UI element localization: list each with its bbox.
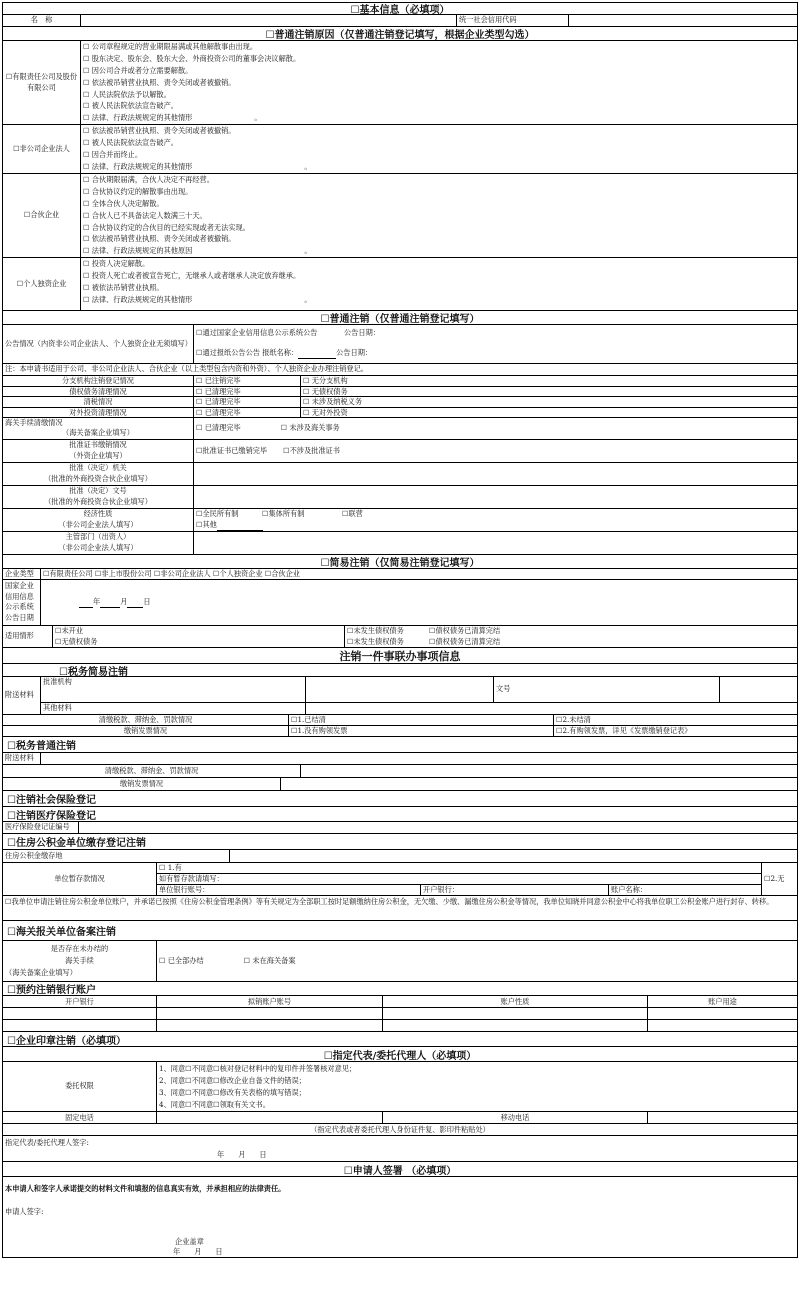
reason-item[interactable]: ☐ 被人民法院依法宣告破产。 (83, 137, 178, 147)
invoice-option-a[interactable]: ☐1.没有购领发票 (289, 726, 554, 736)
date-month: 月 (120, 597, 128, 607)
medical-no-label: 医疗保险登记证编号 (3, 822, 79, 833)
reason-item[interactable]: ☐ 人民法院依法予以解散。 (83, 89, 171, 99)
reason-group-company: ☐有限责任公司及股份有限公司 ☐ 公司章程规定的营业期限届满或其他解散事由出现。 ☐ 股东决定、股东会、股东大会、外商投资公司的董事会决议解散。 ☐ 因公司合并或者分立需要解散。 ☐ 依法被吊销营业执照、责令关闭或者被撤销。 ☐ 人民法院依法予以解散。 ☐ 被人民法院依法宣告破产。 ☐ 法律、行政法规规定的其他情形 。 (2, 41, 798, 125)
seal-header[interactable] (2, 1032, 798, 1047)
econ-option-state[interactable]: ☐全民所有制 (196, 509, 239, 518)
customs-dereg-header[interactable] (2, 921, 798, 941)
fund-bank-label: 开户银行： (421, 885, 609, 895)
id-paste-note: （指定代表或者委托代理人身份证件复、影印件粘贴处） (310, 1125, 490, 1134)
other-material-label: 其他材料 (41, 703, 306, 714)
phone-label: 固定电话 (3, 1112, 157, 1123)
fund-statement[interactable]: ☐我单位申请注销住房公积金单位账户，并承诺已按照《住房公积金管理条例》等有关规定为全部职工按时足额缴纳住房公积金，无欠缴、少缴、漏缴住房公积金等情况，我单位知晓并同意公积金中心将我单位职工公积金账户进行封存、转移。 (5, 897, 774, 906)
basic-info-header (2, 2, 798, 15)
tax-clear-label-2: 清缴税款、滞纳金、罚款情况 (3, 765, 301, 777)
announce-option-newspaper[interactable]: ☐通过报纸公告公告 报纸名称： (196, 348, 299, 357)
newspaper-name-blank[interactable] (298, 348, 336, 359)
reason-group-label: ☐非公司企业法人 (3, 125, 81, 173)
reason-item[interactable]: ☐ 合伙协议约定的解散事由出现。 (83, 186, 193, 196)
bank-col-usage: 账户用途 (708, 997, 737, 1006)
announce-date-label: 公告日期： (344, 328, 380, 337)
branch-label: 分支机构注销登记情况 (3, 376, 194, 386)
fund-place-input[interactable] (230, 850, 797, 862)
credit-code-input[interactable] (569, 15, 797, 26)
reason-group-non-company: ☐非公司企业法人 ☐ 依法被吊销营业执照、责令关闭或者被撤销。 ☐ 被人民法院依法宣告破产。 ☐ 因合并而终止。 ☐ 法律、行政法规规定的其他情形 。 (2, 125, 798, 174)
invoice-option-b[interactable]: ☐2.有购领发票，详见《发票缴销登记表》 (556, 726, 692, 735)
basic-info-title: ☐基本信息（必填项） (350, 5, 450, 16)
approval-org-note: （批准的外商投资合伙企业填写） (44, 473, 152, 483)
auth-item[interactable]: 2、同意☐不同意☐修改企业自备文件的错误； (159, 1076, 306, 1085)
joint-title: 注销一件事联办事项信息 (339, 649, 461, 663)
seal-title[interactable]: ☐企业印章注销（必填项） (7, 1035, 126, 1047)
auth-item[interactable]: 4、同意☐不同意☐领取有关文书。 (159, 1100, 270, 1109)
cert-label: 批准证书缴销情况 (69, 440, 127, 449)
applicant-sign-label[interactable]: 申请人签字: (5, 1207, 44, 1216)
announce-date-label: 公告日期： (336, 348, 373, 357)
scene-option-debt-cleared[interactable]: ☐债权债务已清算完结 (429, 636, 501, 646)
reason-group-label: ☐合伙企业 (3, 174, 81, 257)
bank-title[interactable]: ☐预约注销银行账户 (7, 985, 96, 996)
auth-label: 委托权限 (3, 1062, 157, 1111)
applicant-year: 年 (173, 1247, 181, 1256)
agent-year: 年 (217, 1150, 225, 1159)
reason-item[interactable]: ☐ 依法被吊销营业执照、责令关闭或者被撤销。 (83, 126, 236, 135)
date-year: 年 (93, 597, 101, 607)
reason-item[interactable]: ☐ 被人民法院依法宣告破产。 (83, 101, 178, 111)
other-material-input[interactable] (306, 703, 797, 714)
scene-option-not-open[interactable]: ☐未开业 (55, 626, 84, 635)
announce-option-system[interactable]: ☐通过国家企业信用信息公示系统公告 (196, 328, 318, 337)
reason-item[interactable]: ☐ 依法被吊销营业执照、责令关闭或者被撤销。 (83, 234, 236, 244)
investment-label: 对外投资清理情况 (3, 408, 194, 418)
customs-option-a[interactable]: ☐ 已清理完毕 (196, 423, 241, 433)
investment-option-b[interactable]: ☐ 无对外投资 (303, 407, 348, 417)
date-day: 日 (143, 597, 151, 607)
tax-general-header (2, 737, 798, 753)
simple-title: ☐简易注销（仅简易注销登记填写） (320, 558, 480, 569)
customs-done-option[interactable]: ☐ 已全部办结 (159, 955, 204, 965)
announce-system-date-label: 国家企业信用信息公示系统公告日期 (3, 580, 41, 625)
econ-option-other[interactable]: ☐其他 (196, 519, 217, 529)
reason-item[interactable]: ☐ 依法被吊销营业执照、责令关闭或者被撤销。 (83, 77, 236, 87)
tax-clear-input-2[interactable] (301, 765, 797, 777)
reason-item[interactable]: ☐ 法律、行政法规规定的其他情形 (83, 161, 193, 171)
dept-note: （非公司企业法人填写） (58, 542, 138, 552)
tax-clear-option-b[interactable]: ☐2.未结清 (556, 715, 591, 724)
approval-doc-label: 批准（决定）文号 (69, 486, 127, 495)
applicant-header[interactable] (2, 1162, 798, 1177)
customs-q3: （海关备案企业填写） (5, 968, 77, 977)
phone-input[interactable] (157, 1112, 383, 1123)
mobile-input[interactable] (648, 1112, 797, 1123)
investment-option-a[interactable]: ☐ 已清理完毕 (194, 408, 301, 418)
doc-no-input[interactable] (720, 677, 797, 702)
reason-item[interactable]: ☐ 法律、行政法规规定的其他情形 (83, 113, 193, 123)
bank-col-account: 拟销账户账号 (157, 996, 383, 1007)
general-note: 注：本申请书适用于公司、非公司企业法人、合伙企业（以上类型包含内资和外资）、个人独资企业办理注销登记。 (5, 364, 368, 374)
fund-deposit-label: 单位暂存款情况 (3, 863, 157, 895)
name-input[interactable] (81, 15, 457, 26)
fund-no-option[interactable]: ☐2.无 (764, 873, 785, 883)
econ-label: 经济性质 (83, 509, 113, 518)
reason-item[interactable]: ☐ 合伙人已不具备法定人数满三十天。 (83, 210, 207, 220)
simple-header (2, 555, 798, 569)
general-reason-header (2, 27, 798, 41)
applicant-day: 日 (215, 1247, 223, 1256)
deregistration-form (2, 2, 798, 1312)
reason-item[interactable]: ☐ 被依法吊销营业执照。 (83, 282, 164, 292)
bank-row[interactable] (2, 1008, 798, 1020)
reason-item[interactable]: ☐ 法律、行政法规规定的其他情形 (83, 294, 193, 304)
customs-label: 海关手续清缴情况 (5, 418, 63, 427)
fund-title[interactable]: ☐住房公积金单位缴存登记注销 (7, 838, 146, 849)
medical-header[interactable] (2, 807, 798, 822)
customs-q1: 是否存在未办结的 (50, 944, 109, 953)
approval-org-label: 批准（决定）机关 (69, 463, 127, 472)
scene-label: 适用情形 (3, 626, 53, 647)
applicant-month: 月 (194, 1247, 202, 1256)
tax-simple-header (2, 664, 798, 677)
customs-note: （海关备案企业填写） (62, 428, 134, 437)
attach-label: 附送材料 (3, 677, 41, 714)
fund-account-label: 单位银行账号： (157, 885, 421, 895)
reason-group-sole: ☐个人独资企业 ☐ 投资人决定解散。 ☐ 投资人死亡或者被宣告死亡，无继承人或者继承人决定放弃继承。 ☐ 被依法吊销营业执照。 ☐ 法律、行政法规规定的其他情形 。 (2, 258, 798, 311)
dept-label: 主管部门（出资人） (65, 532, 131, 541)
approval-org-input[interactable] (194, 463, 797, 485)
announce-label: 公告情况（内资非公司企业法人、个人独资企业无须填写） (3, 325, 194, 363)
cert-option-b[interactable]: ☐不涉及批准证书 (283, 445, 340, 455)
cert-note: （外资企业填写） (69, 450, 127, 460)
customs-option-b[interactable]: ☐ 未涉及海关事务 (280, 423, 340, 433)
reason-item[interactable]: ☐ 合伙协议约定的合伙目的已经实现或者无法实现。 (83, 222, 250, 232)
reason-group-label: ☐个人独资企业 (3, 258, 81, 310)
social-header[interactable] (2, 791, 798, 807)
dept-input[interactable] (194, 532, 797, 554)
bank-col-nature: 账户性质 (383, 996, 648, 1007)
customs-q2: 海关手续 (65, 956, 94, 965)
name-label: 名 称 (3, 15, 81, 26)
invoice-label: 缴销发票情况 (3, 726, 289, 736)
invoice-input-2[interactable] (281, 778, 797, 790)
scene-option-debt-cleared[interactable]: ☐债权债务已清算完结 (429, 626, 501, 635)
reason-item[interactable]: ☐ 法律、行政法规规定的其他原因 (83, 246, 193, 256)
approve-org-input[interactable] (306, 677, 494, 702)
reason-item[interactable]: ☐ 公司章程规定的营业期限届满或其他解散事由出现。 (83, 42, 258, 51)
enterprise-type-label: 企业类型 (3, 569, 41, 579)
fund-amount-label: 如有暂存款请填写： (157, 874, 761, 885)
econ-other-blank[interactable] (217, 520, 263, 532)
medical-no-input[interactable] (79, 822, 797, 833)
reason-group-partnership: ☐合伙企业 ☐ 合伙期限届满，合伙人决定不再经营。 ☐ 合伙协议约定的解散事由出现。 ☐ 全体合伙人决定解散。 ☐ 合伙人已不具备法定人数满三十天。 ☐ 合伙协议约定的合伙目的已经实现或者无法实现。 ☐ 依法被吊销营业执照、责令关闭或者被撤销。 ☐ 法律、行政法规规定的其他原因 。 (2, 174, 798, 258)
tax-label: 清税情况 (3, 397, 194, 407)
tax-simple-title: ☐税务简易注销 (59, 666, 128, 678)
reason-group-label: ☐有限责任公司及股份有限公司 (3, 41, 81, 124)
cert-option-a[interactable]: ☐批准证书已缴销完毕 (196, 445, 268, 455)
customs-none-option[interactable]: ☐ 未在海关备案 (243, 955, 296, 965)
agent-header[interactable] (2, 1047, 798, 1062)
medical-title[interactable]: ☐注销医疗保险登记 (7, 810, 96, 822)
tax-option-b[interactable]: ☐ 未涉及纳税义务 (303, 397, 363, 406)
auth-item[interactable]: 1、同意☐不同意☐核对登记材料中的复印件并签署核对意见； (159, 1064, 357, 1073)
general-reason-title: ☐普通注销原因（仅普通注销登记填写，根据企业类型勾选） (265, 30, 535, 41)
scene-option-no-debt-occur[interactable]: ☐未发生债权债务 (347, 626, 404, 635)
mobile-label: 移动电话 (383, 1112, 648, 1123)
attach-label-2: 附送材料 (3, 753, 41, 764)
stamp-label[interactable]: 企业盖章 (175, 1237, 204, 1246)
bank-col-bank: 开户银行 (3, 996, 157, 1007)
tax-option-a[interactable]: ☐ 已清理完毕 (194, 397, 301, 407)
credit-code-label: 统一社会信用代码 (457, 15, 569, 26)
other-reason-blank[interactable] (192, 113, 254, 124)
debt-label: 债权债务清理情况 (3, 387, 194, 397)
agent-day: 日 (259, 1150, 267, 1159)
fund-account-name-label: 账户名称： (611, 885, 647, 894)
tax-general-title: ☐税务普通注销 (7, 741, 76, 752)
econ-note: （非公司企业法人填写） (58, 519, 138, 529)
doc-no-label: 文号 (494, 677, 720, 702)
approval-doc-note: （批准的外商投资合伙企业填写） (44, 496, 152, 506)
applicant-title[interactable]: ☐申请人签署 （必填项） (343, 1165, 457, 1177)
general-title: ☐普通注销（仅普通注销登记填写） (320, 314, 480, 325)
applicant-promise: 本申请人和签字人承诺提交的材料文件和填报的信息真实有效，并承担相应的法律责任。 (5, 1184, 286, 1193)
debt-option-a[interactable]: ☐ 已清理完毕 (194, 387, 301, 397)
approval-doc-input[interactable] (194, 486, 797, 508)
social-title[interactable]: ☐注销社会保险登记 (7, 795, 96, 806)
branch-option-a[interactable]: ☐ 已注销完毕 (194, 376, 301, 386)
agent-month: 月 (238, 1150, 246, 1159)
scene-option-no-debt[interactable]: ☐无债权债务 (55, 636, 98, 646)
auth-item[interactable]: 3、同意☐不同意☐修改有关表格的填写错误； (159, 1088, 306, 1097)
attach-input-2[interactable] (41, 753, 797, 764)
reason-item[interactable]: ☐ 合伙期限届满，合伙人决定不再经营。 (83, 175, 214, 184)
bank-header[interactable] (2, 982, 798, 996)
reason-item[interactable]: ☐ 因合并而终止。 (83, 149, 143, 159)
branch-option-b[interactable]: ☐ 无分支机构 (303, 376, 348, 385)
fund-yes-option[interactable]: ☐ 1.有 (157, 863, 761, 874)
customs-dereg-title[interactable]: ☐海关报关单位备案注销 (7, 927, 116, 938)
fund-place-label: 住房公积金缴存地 (3, 850, 230, 862)
bank-row[interactable] (2, 1020, 798, 1032)
econ-option-joint[interactable]: ☐联营 (342, 509, 363, 518)
reason-item[interactable]: ☐ 投资人决定解散。 (83, 259, 150, 268)
reason-item[interactable]: ☐ 投资人死亡或者被宣告死亡，无继承人或者继承人决定放弃继承。 (83, 270, 301, 280)
reason-item[interactable]: ☐ 全体合伙人决定解散。 (83, 198, 164, 208)
reason-item[interactable]: ☐ 股东决定、股东会、股东大会、外商投资公司的董事会决议解散。 (83, 53, 301, 63)
reason-item[interactable]: ☐ 因公司合并或者分立需要解散。 (83, 65, 193, 75)
approve-org-label: 批准机构 (41, 677, 306, 702)
fund-header[interactable] (2, 834, 798, 850)
invoice-label-2: 缴销发票情况 (3, 778, 281, 790)
econ-option-collective[interactable]: ☐集体所有制 (262, 509, 305, 518)
enterprise-type-options[interactable]: ☐有限责任公司 ☐非上市股份公司 ☐非公司企业法人 ☐个人独资企业 ☐合伙企业 (43, 569, 300, 578)
tax-clear-option-a[interactable]: ☐1.已结清 (289, 715, 554, 725)
agent-sign-label[interactable]: 指定代表/委托代理人签字: (5, 1138, 89, 1147)
scene-option-no-debt-occur[interactable]: ☐未发生债权债务 (347, 636, 404, 646)
debt-option-b[interactable]: ☐ 无债权债务 (303, 386, 348, 396)
tax-clear-label: 清缴税款、滞纳金、罚款情况 (3, 715, 289, 725)
general-header (2, 311, 798, 325)
agent-title[interactable]: ☐指定代表/委托代理人（必填项） (323, 1050, 477, 1062)
